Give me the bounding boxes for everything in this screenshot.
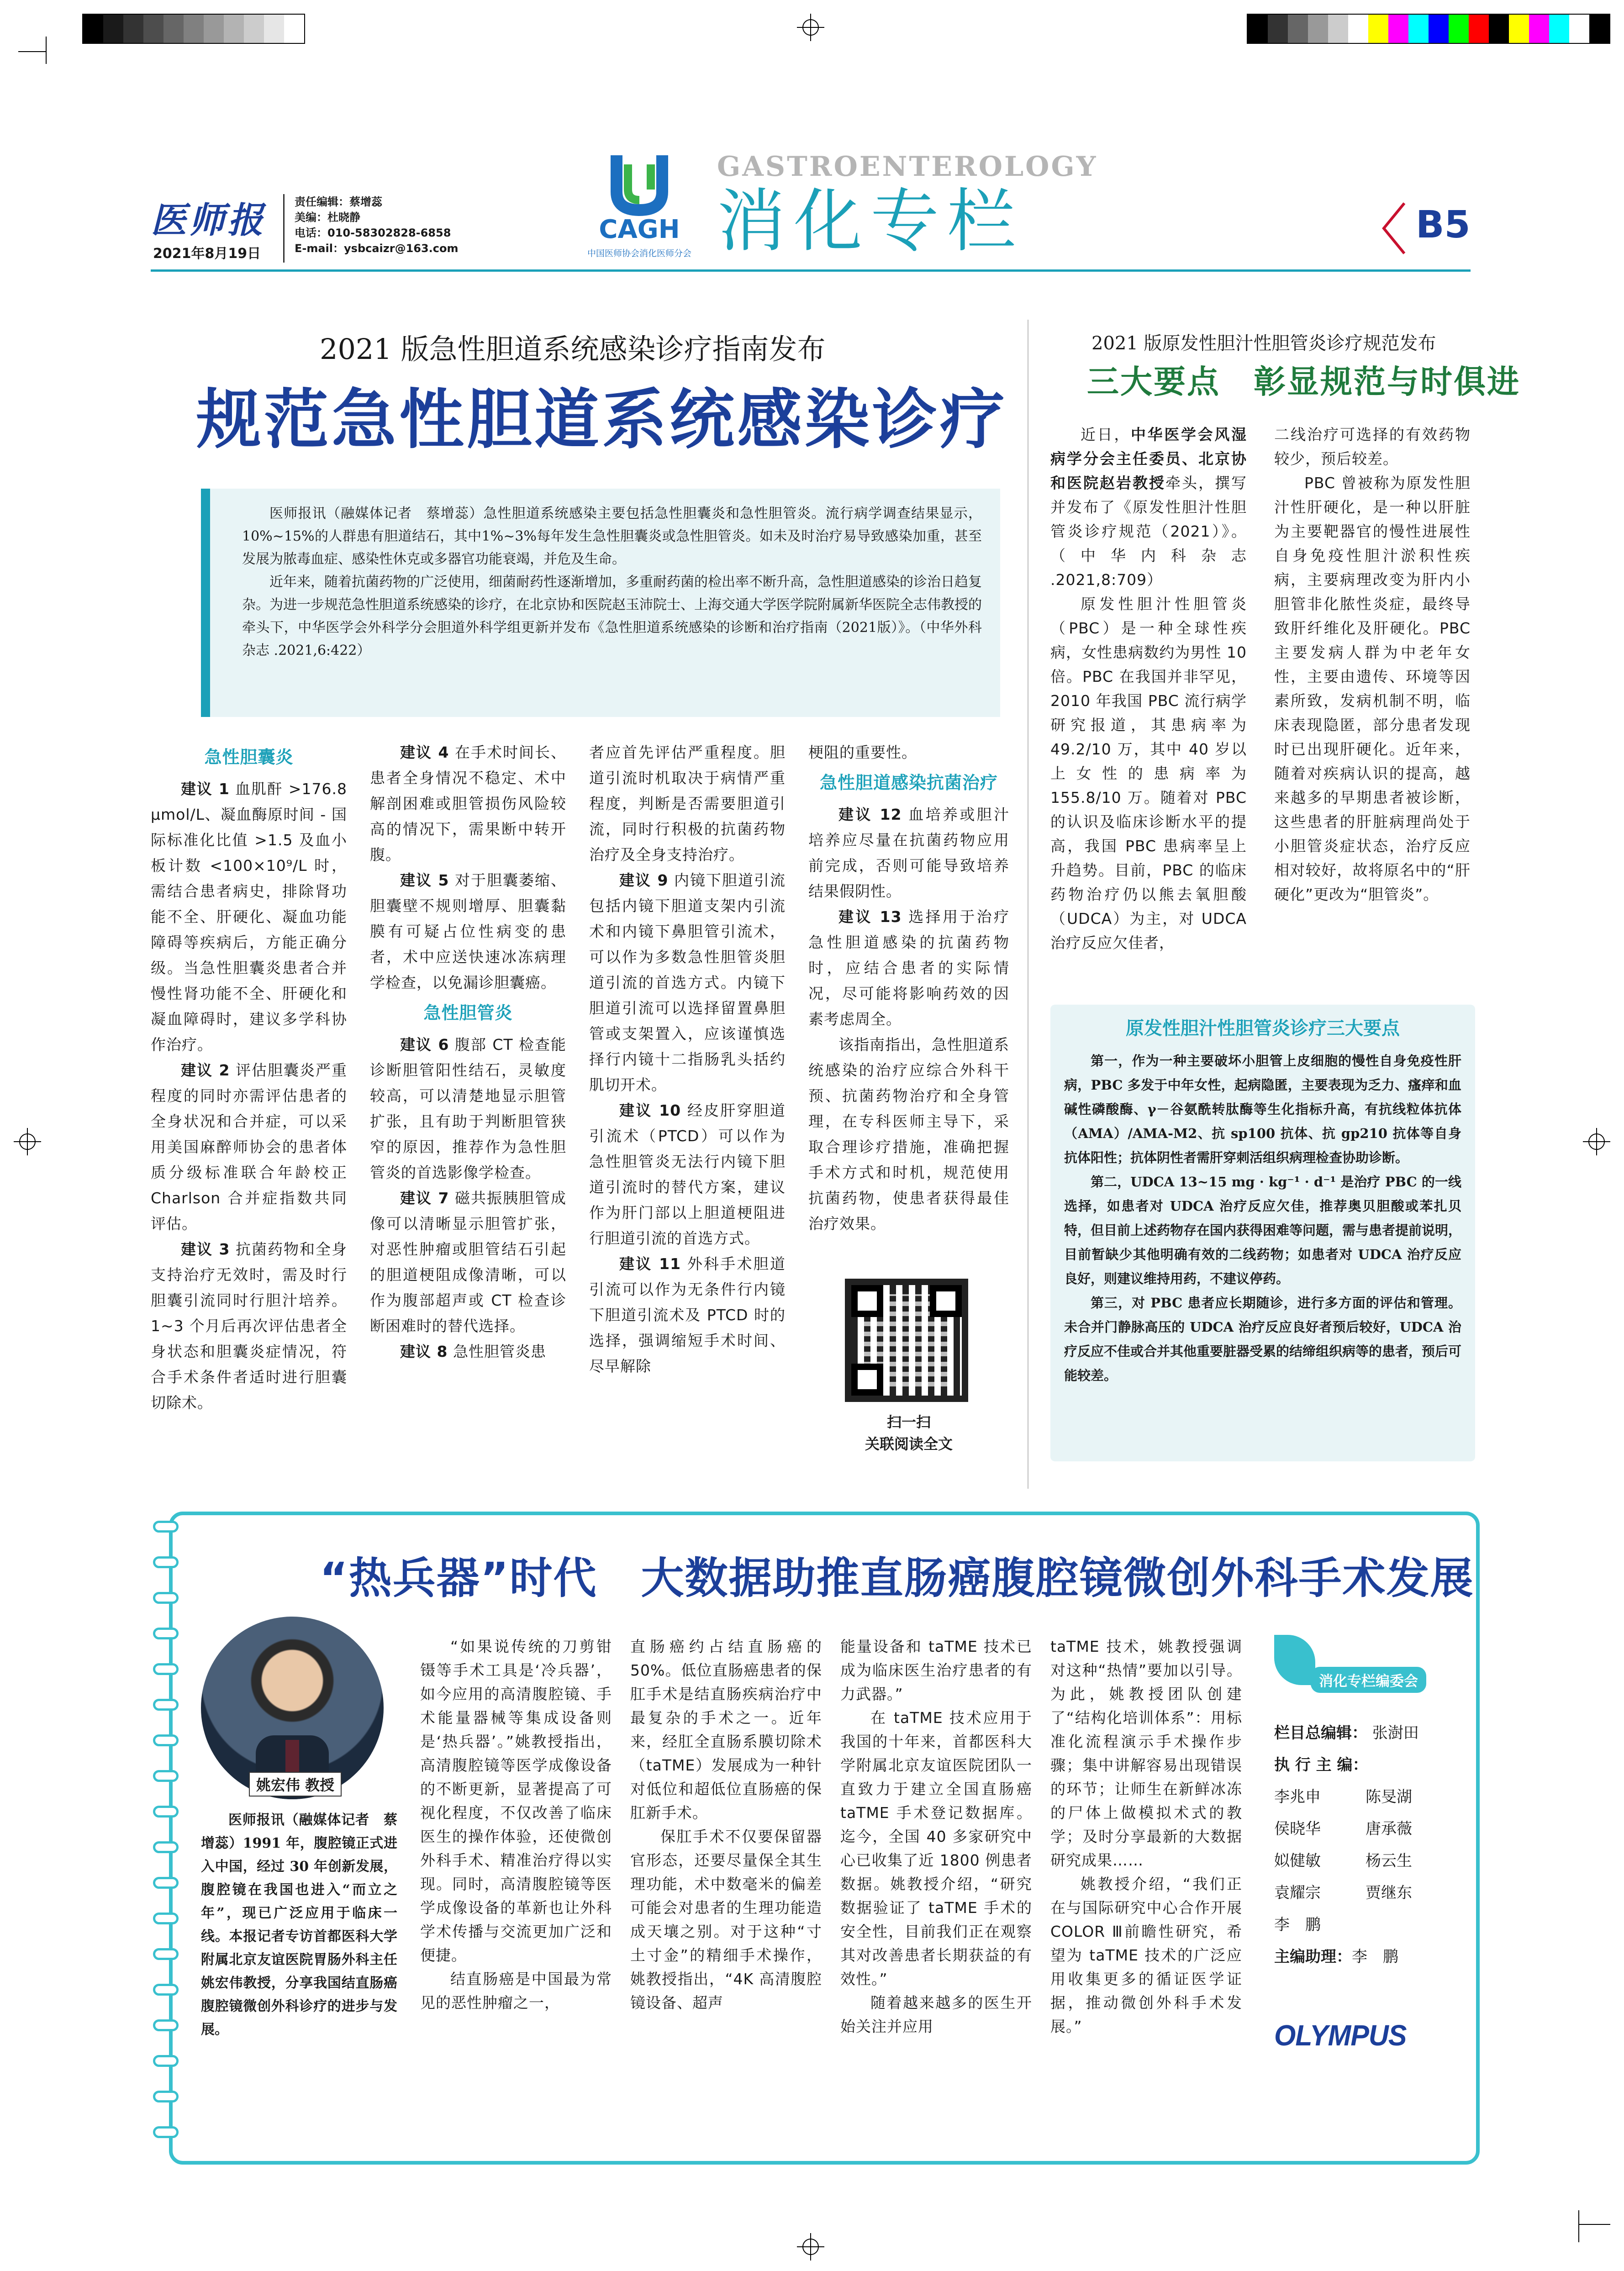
- registration-mark: [797, 2233, 824, 2260]
- article3-lead: 医师报讯（融媒体记者 蔡增蕊）1991 年，腹腔镜正式进入中国，经过 30 年创新发展，腹腔镜在我国也进入“而立之年”，现已广泛应用于临床一线。本报记者专访首都医科大学附属北京友谊医院胃肠外科主任姚宏伟教授，分享我国结直肠癌腹腔镜微创外科诊疗的进步与发展。: [201, 1812, 397, 2038]
- color-swatch: [1308, 15, 1328, 43]
- recommendation: 建议 9 内镜下胆道引流包括内镜下胆道支架内引流术和内镜下鼻胆管引流术，可以作为多数急性胆管炎胆道引流的首选方式。内镜下胆道引流可以选择留置鼻胆管或支架置入，应该谨慎选择行内镜十二指肠乳头括约肌切开术。: [589, 871, 786, 1094]
- recommendation: 建议 8 急性胆管炎患: [400, 1343, 546, 1360]
- masthead-rule: [151, 269, 1471, 272]
- page-number: B5: [1416, 203, 1471, 247]
- subheading-antibiotics: 急性胆道感染抗菌治疗: [819, 773, 998, 793]
- cagh-logo: [585, 146, 694, 265]
- article3-col4: [1050, 1635, 1242, 2146]
- color-bar: [1247, 14, 1610, 44]
- article2-col-right: [1274, 422, 1471, 1002]
- paragraph: 保肛手术不仅要保留器官形态，还要尽量保全其生理功能，术中数毫米的偏差可能会对患者的生理功能造成天壤之别。对于这种“寸土寸金”的精细手术操作，姚教授指出，“4K 高清腹腔镜设备、超声: [630, 1828, 822, 2012]
- article3-headline: “热兵器”时代 大数据助推直肠癌腹腔镜微创外科手术发展: [320, 1554, 1474, 1603]
- gray-swatch: [264, 15, 284, 43]
- color-swatch: [1549, 15, 1569, 43]
- color-swatch: [1368, 15, 1388, 43]
- recommendation: 建议 13 选择用于治疗急性胆道感染的抗菌药物时，应结合患者的实际情况，尽可能将影响药效的因素考虑周全。: [808, 908, 1009, 1028]
- cagh-logo-icon: [585, 146, 694, 219]
- binder-ring: [153, 1806, 179, 1818]
- binder-ring: [153, 2019, 179, 2031]
- color-swatch: [1248, 15, 1268, 43]
- masthead-divider: [283, 194, 285, 263]
- binder-ring: [153, 1913, 179, 1924]
- article1-col3: [589, 740, 786, 1466]
- gray-swatch: [163, 15, 184, 43]
- recommendation: 建议 3 抗菌药物和全身支持治疗无效时，需及时行胆囊引流同时行胆汁培养。1~3 个月后再次评估患者全身状态和胆囊炎症情况，符合手术条件者适时进行胆囊切除术。: [151, 1240, 347, 1412]
- article1-lead-para: 近年来，随着抗菌药物的广泛使用，细菌耐药性逐渐增加，多重耐药菌的检出率不断升高，急性胆道感染的诊治日趋复杂。为进一步规范急性胆道系统感染的诊疗，在北京协和医院赵玉沛院士、上海交通大学医学院附属新华医院全志伟教授的牵头下，中华医学会外科学分会胆道外科学组更新并发布《急性胆道系统感染的诊断和治疗指南（2021版）》。（中华外科杂志 .2021,6:422）: [242, 574, 982, 659]
- paragraph: “如果说传统的刀剪钳镊等手术工具是‘冷兵器’，如今应用的高清腹腔镜、手术能量器械等集成设备则是‘热兵器’。”姚教授指出，高清腹腔镜等医学成像设备的不断更新，显著提高了可视化程度，不仅改善了临床医生的操作体验，还使微创外科手术、精准治疗得以实现。同时，高清腹腔镜等医学成像设备的革新也让外科学术传播与交流更加广泛和便捷。: [420, 1638, 612, 1964]
- color-swatch: [1489, 15, 1509, 43]
- binder-ring: [153, 1628, 179, 1639]
- binder-ring: [153, 1699, 179, 1711]
- color-swatch: [1408, 15, 1429, 43]
- paragraph: 原发性胆汁性胆管炎（PBC）是一种全球性疾病，女性患病数约为男性 10 倍。PBC 在我国并非罕见，2010 年我国 PBC 流行病学研究报道，其患病率为 49.2/10 万，其中 40 岁以上女性的患病率为 155.8/10 万。随着对 PBC 的认识及临床诊断水平的提高，我国 PBC 患病率呈上升趋势。目前，PBC 的临床药物治疗仍以熊去氧胆酸（UDCA）为主，对 UDCA 治疗反应欠佳者，: [1050, 595, 1247, 952]
- color-swatch: [1388, 15, 1408, 43]
- gray-swatch: [224, 15, 244, 43]
- color-swatch: [1529, 15, 1549, 43]
- registration-mark: [46, 37, 47, 64]
- leaf-icon: [1274, 1635, 1315, 1685]
- article2-kicker: 2021 版原发性胆汁性胆管炎诊疗规范发布: [1091, 333, 1436, 354]
- article1-lead-para: 医师报讯（融媒体记者 蔡增蕊）急性胆道系统感染主要包括急性胆囊炎和急性胆管炎。流行病学调查结果显示，10%~15%的人群患有胆道结石，其中1%~3%每年发生急性胆囊炎或急性胆管炎。如未及时治疗易导致感染加重，甚至发展为脓毒血症、感染性休克或多器官功能衰竭，并危及生命。: [242, 506, 982, 567]
- registration-mark: [797, 14, 824, 41]
- color-swatch: [1429, 15, 1449, 43]
- recommendation: 建议 10 经皮肝穿胆道引流术（PTCD）可以作为急性胆管炎无法行内镜下胆道引流时的替代方案，建议作为肝门部以上胆道梗阻进行胆道引流的首选方式。: [589, 1101, 786, 1247]
- binder-ring: [153, 2091, 179, 2102]
- article1-col1: [151, 740, 347, 1466]
- photo-caption: 姚宏伟 教授: [249, 1772, 342, 1797]
- registration-mark: [1578, 2210, 1579, 2242]
- recommendation: 建议 12 血培养或胆汁培养应尽量在抗菌药物应用前完成，否则可能导致培养结果假阴性。: [808, 806, 1009, 900]
- paragraph: 直肠癌约占结直肠癌的 50%。低位直肠癌患者的保肛手术是结直肠疾病治疗中最复杂的手术之一。近年来，经肛全直肠系膜切除术（taTME）发展成为一种针对低位和超低位直肠癌的保肛新手术。: [630, 1638, 822, 1822]
- paragraph: 结直肠癌是中国最为常见的恶性肿瘤之一，: [420, 1970, 612, 2012]
- color-swatch: [1569, 15, 1589, 43]
- assistant-editor-line: 主编助理：李 鹏: [1274, 1948, 1398, 1966]
- paragraph: 者应首先评估严重程度。胆道引流时机取决于病情严重程度，判断是否需要胆道引流，同时行积极的抗菌药物治疗及全身支持治疗。: [589, 743, 786, 864]
- color-swatch: [1509, 15, 1529, 43]
- article3-col3: [840, 1635, 1032, 2146]
- issue-date: 2021年8月19日: [153, 246, 261, 262]
- binder-ring: [153, 2126, 179, 2138]
- gray-swatch: [103, 15, 123, 43]
- article1-col2: [370, 740, 566, 1466]
- registration-mark: [18, 51, 46, 52]
- paragraph: PBC 曾被称为原发性胆汁性肝硬化，是一种以肝脏为主要靶器官的慢性进展性自身免疫性胆汁淤积性疾病，主要病理改变为肝内小胆管非化脓性炎症，最终导致肝纤维化及肝硬化。PBC 主要发病人群为中老年女性，主要由遗传、环境等因素所致，发病机制不明，临床表现隐匿，部分患者发现时已出现肝硬化。近年来，随着对疾病认识的提高，越来越多的早期患者被诊断，这些患者的肝脏病理尚处于小胆管炎症状态，治疗反应相对较好，故将原名中的“肝硬化”更改为“胆管炎”。: [1274, 474, 1471, 903]
- recommendation: 建议 2 评估胆囊炎严重程度的同时亦需评估患者的全身状况和合并症，可以采用美国麻醉师协会的患者体质分级标准联合年龄校正 Charlson 合并症指数共同评估。: [151, 1061, 347, 1233]
- grayscale-bar: [82, 14, 305, 44]
- recommendation: 建议 5 对于胆囊萎缩、胆囊壁不规则增厚、胆囊黏膜有可疑占位性病变的患者，术中应送快速冰冻病理学检查，以免漏诊胆囊癌。: [370, 871, 566, 991]
- binder-ring: [153, 2055, 179, 2067]
- color-swatch: [1589, 15, 1609, 43]
- paragraph: 能量设备和 taTME 技术已成为临床医生治疗患者的有力武器。”: [840, 1638, 1032, 1703]
- phone-line: 电话：010-58302828-6858: [295, 227, 451, 239]
- email-line: E-mail：ysbcaizr@163.com: [295, 242, 459, 255]
- committee-members: 李兆申 陈旻湖 侯晓华 唐承薇 姒健敏 杨云生 袁耀宗 贾继东 李 鹏: [1274, 1788, 1412, 1934]
- sponsor-logo: OLYMPUS: [1274, 2019, 1407, 2052]
- binder-ring: [153, 1521, 179, 1533]
- subheading-cholangitis: 急性胆管炎: [423, 1003, 513, 1023]
- color-swatch: [1469, 15, 1489, 43]
- recommendation: 建议 4 在手术时间长、患者全身情况不稳定、术中解剖困难或胆管损伤风险较高的情况下，需果断中转开腹。: [370, 743, 566, 864]
- recommendation: 建议 1 血肌酐 >176.8 μmol/L、凝血酶原时间 - 国际标准化比值 >1.5 及血小板计数 <100×10⁹/L 时，需结合患者病史，排除肾功能不全、肝硬化、凝血功能障碍等疾病后，方能正确分级。当急性胆囊炎患者合并慢性肾功能不全、肝硬化和凝血障碍时，建议多学科协作治疗。: [151, 780, 347, 1054]
- qr-caption: 扫一扫 关联阅读全文: [865, 1413, 953, 1453]
- paragraph: 二线治疗可选择的有效药物较少，预后较差。: [1274, 426, 1471, 468]
- color-swatch: [1328, 15, 1348, 43]
- article1-kicker: 2021 版急性胆道系统感染诊疗指南发布: [320, 332, 826, 366]
- color-swatch: [1268, 15, 1288, 43]
- gray-swatch: [143, 15, 163, 43]
- paragraph: 姚教授介绍，“我们正在与国际研究中心合作开展 COLOR Ⅲ前瞻性研究，希望为 taTME 技术的广泛应用收集更多的循证医学证据，推动微创外科手术发展。”: [1050, 1875, 1242, 2035]
- editor-info: [295, 194, 459, 256]
- binder-ring: [153, 1948, 179, 1960]
- gray-swatch: [83, 15, 103, 43]
- page-chevron-icon: [1379, 201, 1407, 256]
- paragraph: taTME 技术，姚教授强调对这种“热情”要加以引导。为此，姚教授团队创建了“结构化培训体系”：用标准化流程演示手术操作步骤；集中讲解容易出现错误的环节；让师生在新鲜冰冻的尸体上做模拟术式的教学；及时分享最新的大数据研究成果……: [1050, 1638, 1242, 1869]
- section-title-cn: 消化专栏: [717, 182, 1024, 261]
- binder-ring: [153, 1877, 179, 1889]
- paper-name: 医师报: [151, 200, 266, 241]
- key-point: 第三，对 PBC 患者应长期随诊，进行多方面的评估和管理。未合并门静脉高压的 UDCA 治疗反应良好者预后较好，UDCA 治疗反应不佳或合并其他重要脏器受累的结缔组织病等的患者，预后可能较差。: [1064, 1295, 1462, 1383]
- article2-key-points-box: [1050, 1005, 1475, 1461]
- color-swatch: [1348, 15, 1368, 43]
- key-point: 第一，作为一种主要破坏小胆管上皮细胞的慢性自身免疫性肝病，PBC 多发于中年女性，起病隐匿，主要表现为乏力、瘙痒和血碱性磷酸酶、γ－谷氨酰转肽酶等生化指标升高，有抗线粒体抗体（AMA）/AMA-M2、抗 sp100 抗体、抗 gp210 抗体等自身抗体阳性；抗体阴性者需肝穿刺活组织病理检查协助诊断。: [1064, 1053, 1461, 1165]
- paragraph: 随着越来越多的医生开始关注并应用: [840, 1994, 1032, 2035]
- binder-rings: [144, 1521, 194, 2160]
- binder-ring: [153, 1556, 179, 1568]
- registration-mark: [14, 1128, 41, 1155]
- binder-ring: [153, 1663, 179, 1675]
- logo-text: CAGH: [599, 215, 680, 244]
- logo-subtext: 中国医师协会消化医师分会: [587, 248, 691, 258]
- article1-lead-box: [201, 489, 1000, 717]
- article2-headline: 三大要点 彰显规范与时俱进: [1087, 363, 1520, 400]
- gray-swatch: [204, 15, 224, 43]
- committee-panel: [1265, 1635, 1466, 2092]
- recommendation: 建议 11 外科手术胆道引流可以作为无条件行内镜下胆道引流术及 PTCD 时的选择，强调缩短手术时间、尽早解除: [589, 1255, 786, 1375]
- chief-editor-line: 栏目总编辑： 张澍田: [1274, 1724, 1419, 1742]
- paragraph: 该指南指出，急性胆道系统感染的治疗应综合外科干预、抗菌药物治疗和全身管理，在专科医师主导下，采取合理诊疗措施，准确把握手术方式和时机，规范使用抗菌药物，使患者获得最佳治疗效果。: [808, 1036, 1009, 1233]
- article3-col2: [630, 1635, 822, 2146]
- binder-ring: [153, 1770, 179, 1782]
- committee-tag: [1274, 1635, 1439, 1699]
- paragraph: 近日，中华医学会风湿病学分会主任委员、北京协和医院赵岩教授牵头，撰写并发布了《原发性胆汁性胆管炎诊疗规范（2021）》。（中华内科杂志 .2021,8:709）: [1050, 426, 1247, 589]
- gray-swatch: [244, 15, 264, 43]
- article1-headline: 规范急性胆道系统感染诊疗: [196, 382, 1007, 458]
- color-swatch: [1449, 15, 1469, 43]
- article1-col4: [808, 740, 1009, 1265]
- subheading-cholecystitis: 急性胆囊炎: [204, 747, 294, 767]
- committee-title: 消化专栏编委会: [1311, 1667, 1426, 1693]
- gray-swatch: [123, 15, 143, 43]
- color-swatch: [1288, 15, 1308, 43]
- gray-swatch: [184, 15, 204, 43]
- registration-mark: [1578, 2224, 1610, 2225]
- binder-ring: [153, 1984, 179, 1996]
- recommendation: 建议 6 腹部 CT 检查能诊断胆管阳性结石，灵敏度较高，可以清楚地显示胆管扩张，且有助于判断胆管狭窄的原因，推荐作为急性胆管炎的首选影像学检查。: [370, 1036, 566, 1181]
- binder-ring: [153, 1734, 179, 1746]
- binder-ring: [153, 1592, 179, 1604]
- key-point: 第二，UDCA 13~15 mg · kg⁻¹ · d⁻¹ 是治疗 PBC 的一线选择，如患者对 UDCA 治疗反应欠佳，推荐奥贝胆酸或苯扎贝特，但目前上述药物存在国内获得困难等问题，需与患者提前说明，目前暂缺少其他明确有效的二线药物；如患者对 UDCA 治疗反应良好，则建议维持用药，不建议停药。: [1064, 1174, 1462, 1286]
- paragraph: 在 taTME 技术应用于我国的十年来，首都医科大学附属北京友谊医院团队一直致力于建立全国直肠癌 taTME 手术登记数据库。迄今，全国 40 多家研究中心已收集了近 1800 例患者数据。姚教授介绍，“研究数据验证了 taTME 手术的安全性，目前我们正在观察其对改善患者长期获益的有效性。”: [840, 1709, 1032, 1988]
- section-title-en: GASTROENTEROLOGY: [717, 151, 1098, 183]
- article2-col-left: [1050, 422, 1247, 1002]
- paragraph: 梗阻的重要性。: [808, 743, 917, 761]
- binder-ring: [153, 1841, 179, 1853]
- gray-swatch: [284, 15, 304, 43]
- key-points-title: 原发性胆汁性胆管炎诊疗三大要点: [1126, 1018, 1400, 1039]
- designer-line: 美编：杜晓静: [295, 211, 360, 224]
- editor-line: 责任编辑：蔡增蕊: [295, 195, 382, 208]
- recommendation: 建议 7 磁共振胰胆管成像可以清晰显示胆管扩张，对恶性肿瘤或胆管结石引起的胆道梗阻成像清晰，可以作为腹部超声或 CT 检查诊断困难时的替代选择。: [370, 1189, 566, 1335]
- exec-editor-label: 执 行 主 编：: [1274, 1756, 1368, 1774]
- registration-mark: [1583, 1128, 1610, 1155]
- article3-col1: [420, 1635, 612, 2146]
- qr-code[interactable]: [845, 1279, 968, 1402]
